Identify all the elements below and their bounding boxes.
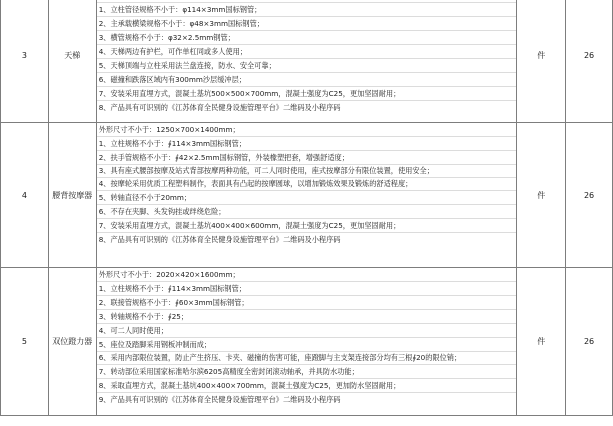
spec-line: 1、立柱管径规格不小于：φ114×3mm国标钢管； (97, 3, 517, 17)
spec-line: 8、采取直埋方式，混凝土基坑400×400×700mm，混凝土强度为C25，更加防水坚固耐用； (97, 379, 517, 393)
unit-cell: 件 (517, 0, 566, 123)
spec-line: 2、扶手管规格不小于：∮42×2.5mm国标钢管，外装橡塑把套，增强舒适度； (97, 151, 517, 165)
row-number: 5 (1, 268, 49, 416)
spec-line: 5、天梯顶端与立柱采用法兰盘连接，防水、安全可靠； (97, 59, 517, 73)
spec-line: 6、不存在夹脚、头发钩挂或绊绕危险； (97, 205, 517, 219)
spec-line: 4、可二人同时使用； (97, 324, 517, 338)
spec-line: 2、联接管规格不小于：∮60×3mm国标钢管； (97, 296, 517, 310)
unit-cell: 件 (517, 123, 566, 268)
spec-line: 5、座位及踏脚采用钢板冲制而成； (97, 338, 517, 352)
row-number: 3 (1, 0, 49, 123)
spec-line: 1、立柱规格不小于：∮114×3mm国标钢管； (97, 137, 517, 151)
equipment-name: 天梯 (48, 0, 96, 123)
spec-line: 外形尺寸不小于：2020×420×1600mm； (97, 268, 517, 282)
table-row (1, 268, 613, 416)
spec-cell (96, 0, 517, 123)
spec-line: 3、转轴规格不小于：∮25； (97, 310, 517, 324)
table-row (1, 0, 613, 123)
spec-cell (96, 268, 517, 416)
spec-line: 4、天梯两边有护栏，可作单杠同或多人使用； (97, 45, 517, 59)
spec-line: 9、产品具有可识别的《江苏体育全民健身设施管理平台》二维码及小程序码 (98, 395, 341, 404)
equipment-name: 双位蹬力器 (48, 268, 96, 416)
spec-line: 4、按摩轮采用优质工程塑料制作，表面具有凸起的按摩圆球，以增加锻炼效果及锻炼的舒适程度； (97, 178, 517, 191)
quantity-cell: 26 (566, 0, 613, 123)
spec-cell (96, 123, 517, 268)
spec-line: 1、立柱规格不小于：∮114×3mm国标钢管； (97, 282, 517, 296)
spec-line: 7、安装采用直埋方式，混凝土基坑400×400×600mm，混凝土强度为C25，更加坚固耐用； (97, 219, 517, 233)
spec-line: 8、产品具有可识别的《江苏体育全民健身设施管理平台》二维码及小程序码 (98, 103, 341, 112)
spec-line: 7、安装采用直埋方式，混凝土基坑500×500×700mm，混凝土强度为C25，更加坚固耐用； (97, 87, 517, 101)
spec-line: 8、产品具有可识别的《江苏体育全民健身设施管理平台》二维码及小程序码 (98, 235, 341, 244)
quantity-cell: 26 (566, 123, 613, 268)
spec-line: 6、磁撞和跌落区域内有300mm沙层缓冲层； (97, 73, 517, 87)
spec-line: 5、转轴直径不小于20mm； (97, 191, 517, 205)
spec-line: 7、转动部位采用国家标准哈尔滨6205高精度全密封闭滚动轴承，并具防水功能； (97, 365, 517, 379)
unit-cell: 件 (517, 268, 566, 416)
equipment-name: 腰背按摩器 (48, 123, 96, 268)
spec-line: 3、具有座式腰部按摩及站式背部按摩两种功能，可二人同时使用，座式按摩部分有限位装置，使用安全； (97, 165, 517, 178)
quantity-cell: 26 (566, 268, 613, 416)
spec-line: 外形尺寸不小于：1250×700×1400mm； (97, 123, 517, 137)
table-row (1, 123, 613, 268)
spec-line: 3、横管规格不小于：φ32×2.5mm钢管； (97, 31, 517, 45)
spec-line: 2、主承载横梁规格不小于：φ48×3mm国标钢管； (97, 17, 517, 31)
row-number: 4 (1, 123, 49, 268)
spec-line: 6、采用内部限位装置，防止产生挤压、卡夹、磁撞的伤害可能，座蹬脚与主支架连接部分均有三根∮20的限位销； (97, 352, 517, 365)
